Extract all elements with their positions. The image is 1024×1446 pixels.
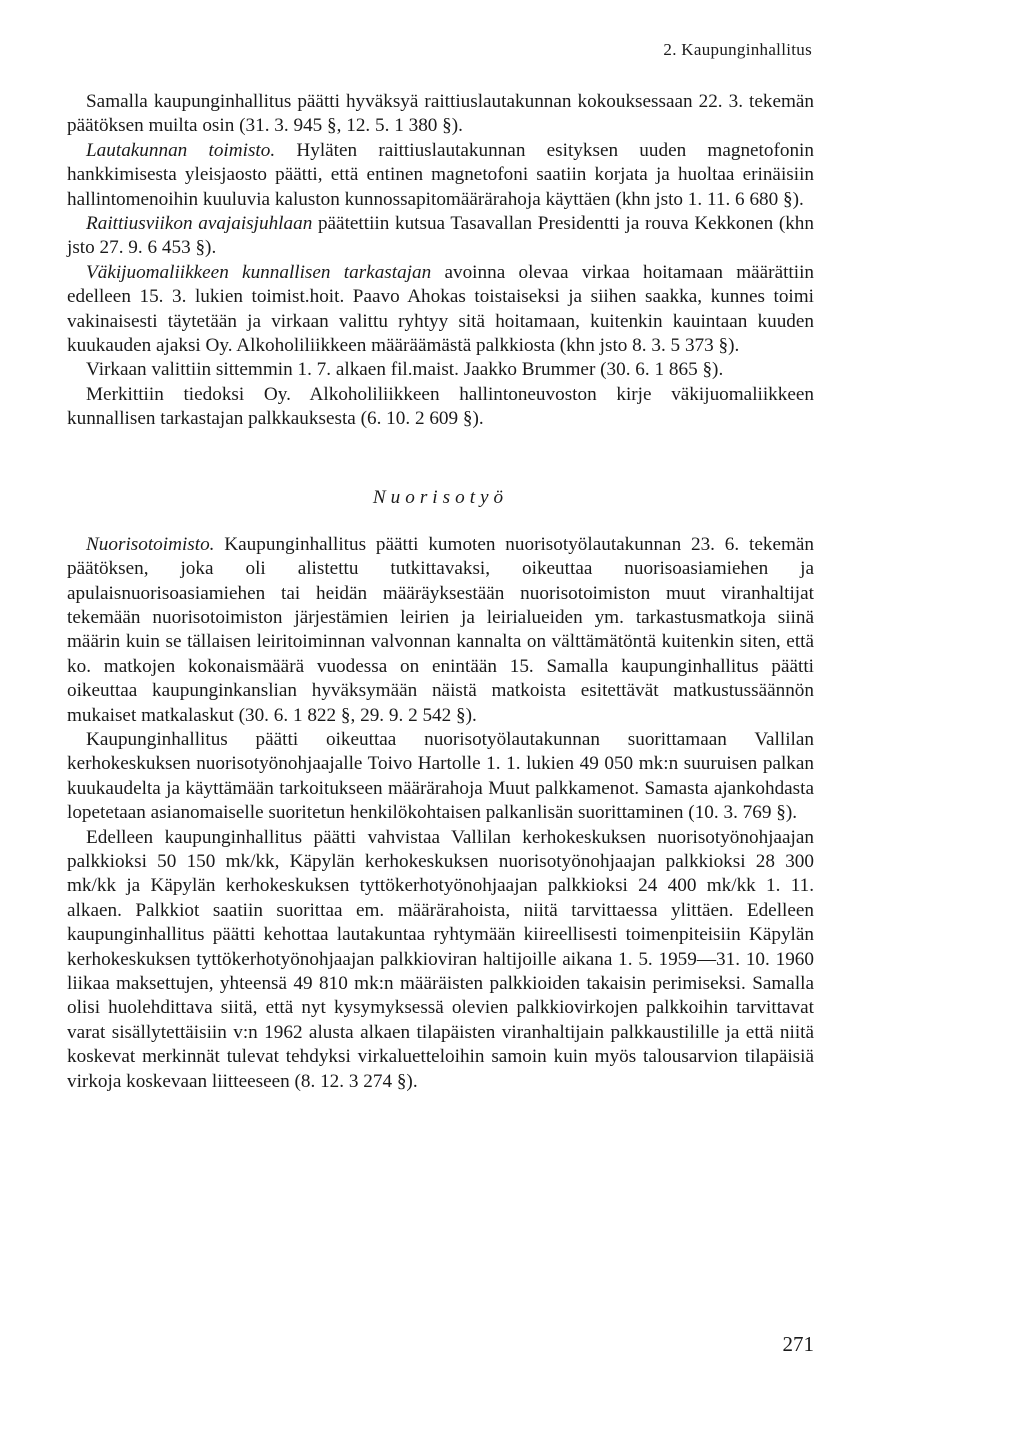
paragraph: [67, 358, 814, 382]
document-page: [67, 40, 814, 1356]
paragraph: [67, 212, 814, 261]
youth-work-section: [67, 533, 814, 1094]
paragraph-text: Edelleen kaupunginhallitus päätti vahvistaa Vallilan kerhokeskuksen nuorisotyönohjaajan palkkioksi 50 150 mk/kk, Käpylän kerhokeskuksen nuorisotyönohjaajan palkkioksi 28 300 mk/kk ja Käpylän kerhokeskuksen tyttökerhotyönohjaajan palkkioksi 24 400 mk/kk 1. 11. alkaen. Palkkiot saatiin suorittaa em. määrärahoista, niitä tarvittaessa ylittäen. Edelleen kaupunginhallitus päätti kehottaa lautakuntaa ryhtymään kiireellisesti toimenpiteisiin Käpylän kerhokeskuksen tyttökerhotyönohjaajan palkkioviran haltijoille aikana 1. 5. 1959—31. 10. 1960 liikaa maksettujen, yhteensä 49 810 mk:n määräisten palkkioiden takaisin perimiseksi. Samalla olisi huolehdittava siitä, että nyt kysymyksessä olevien palkkiovirkojen palkkoihin tarvittavat varat sisällytettäisiin v:n 1962 alusta alkaen tilapäisten viranhaltijain palkkaustilille ja että niitä koskevat merkinnät tulevat tehdyksi virkaluetteloihin samoin kuin myös talousarvion tilapäisiä virkoja koskevaan liitteeseen (8. 12. 3 274 §).: [67, 826, 814, 1092]
top-section: [67, 90, 814, 432]
paragraph: [67, 533, 814, 728]
paragraph-text: Virkaan valittiin sittemmin 1. 7. alkaen fil.maist. Jaakko Brummer (30. 6. 1 865 §).: [86, 359, 724, 381]
paragraph: [67, 728, 814, 826]
paragraph-lead: Lautakunnan toimisto.: [86, 139, 276, 161]
section-heading: Nuorisotyö: [372, 486, 509, 508]
paragraph-lead: Raittiusviikon avajaisjuhlaan: [86, 213, 313, 235]
paragraph-text: Samalla kaupunginhallitus päätti hyväksyä raittiuslautakunnan kokouksessaan 22. 3. tekemän päätöksen muilta osin (31. 3. 945 §, 12. 5. 1 380 §).: [67, 91, 814, 137]
paragraph-lead: Nuorisotoimisto.: [86, 533, 215, 555]
paragraph-text: Kaupunginhallitus päätti kumoten nuorisotyölautakunnan 23. 6. tekemän päätöksen, joka oli alistettu tutkittavaksi, oikeuttaa nuorisoasiamiehen ja apulaisnuorisoasiamiehen tai heidän määräyksestään nuorisotoimiston muut viranhaltijat tekemään nuorisotoimiston järjestämien leirien ja leirialueiden ym. tarkastusmatkoja siinä määrin kuin se tällaisen leiritoiminnan valvonnan kannalta on välttämätöntä kuitenkin siten, että ko. matkojen kokonaismäärä vuodessa on enintään 15. Samalla kaupunginhallitus päätti oikeuttaa kaupunginkanslian hyväksymään näistä matkoista esitettävät matkustussäännön mukaiset matkalaskut (30. 6. 1 822 §, 29. 9. 2 542 §).: [67, 533, 814, 726]
paragraph: [67, 383, 814, 432]
running-head: 2. Kaupunginhallitus: [663, 40, 812, 59]
paragraph: [67, 261, 814, 359]
paragraph: [67, 90, 814, 139]
paragraph-text: Hyläten raittiuslautakunnan esityksen uuden magnetofonin hankkimisesta yleisjaosto päätti, että entinen magnetofoni saatiin korjata ja huoltaa erinäisiin hallintomenoihin kuuluvia kaluston kunnossapitomäärärahoja käyttäen (khn jsto 1. 11. 6 680 §).: [67, 139, 814, 210]
paragraph-text: avoinna olevaa virkaa hoitamaan määrättiin edelleen 15. 3. lukien toimist.hoit. Paavo Ahokas toistaiseksi ja siihen saakka, kunnes toimi vakinaisesti täytetään ja virkaan valittu ryhtyy sitä hoitamaan, kuitenkin kauintaan kuuden kuukauden ajaksi Oy. Alkoholiliikkeen määräämästä palkkiosta (khn jsto 8. 3. 5 373 §).: [67, 261, 814, 357]
paragraph-text: päätettiin kutsua Tasavallan Presidentti ja rouva Kekkonen (khn jsto 27. 9. 6 453 §).: [67, 213, 814, 259]
paragraph: [67, 139, 814, 212]
paragraph-text: Merkittiin tiedoksi Oy. Alkoholiliikkeen hallintoneuvoston kirje väkijuomaliikkeen kunnallisen tarkastajan palkkauksesta (6. 10. 2 609 §).: [67, 383, 814, 430]
paragraph-text: Kaupunginhallitus päätti oikeuttaa nuorisotyölautakunnan suorittamaan Vallilan kerhokeskuksen nuorisotyönohjaajalle Toivo Hartolle 1. 1. lukien 49 050 mk:n suuruisen palkan kuukaudelta ja käyttämään tarkoitukseen määrärahoja Muut palkkamenot. Samasta ajankohdasta lopetetaan asianomaiselle suoritetun henkilökohtaisen palkanlisän suorittaminen (10. 3. 769 §).: [67, 728, 814, 824]
page-number: 271: [782, 1332, 814, 1356]
paragraph: [67, 826, 814, 1094]
paragraph-lead: Väkijuomaliikkeen kunnallisen tarkastajan: [86, 261, 432, 283]
